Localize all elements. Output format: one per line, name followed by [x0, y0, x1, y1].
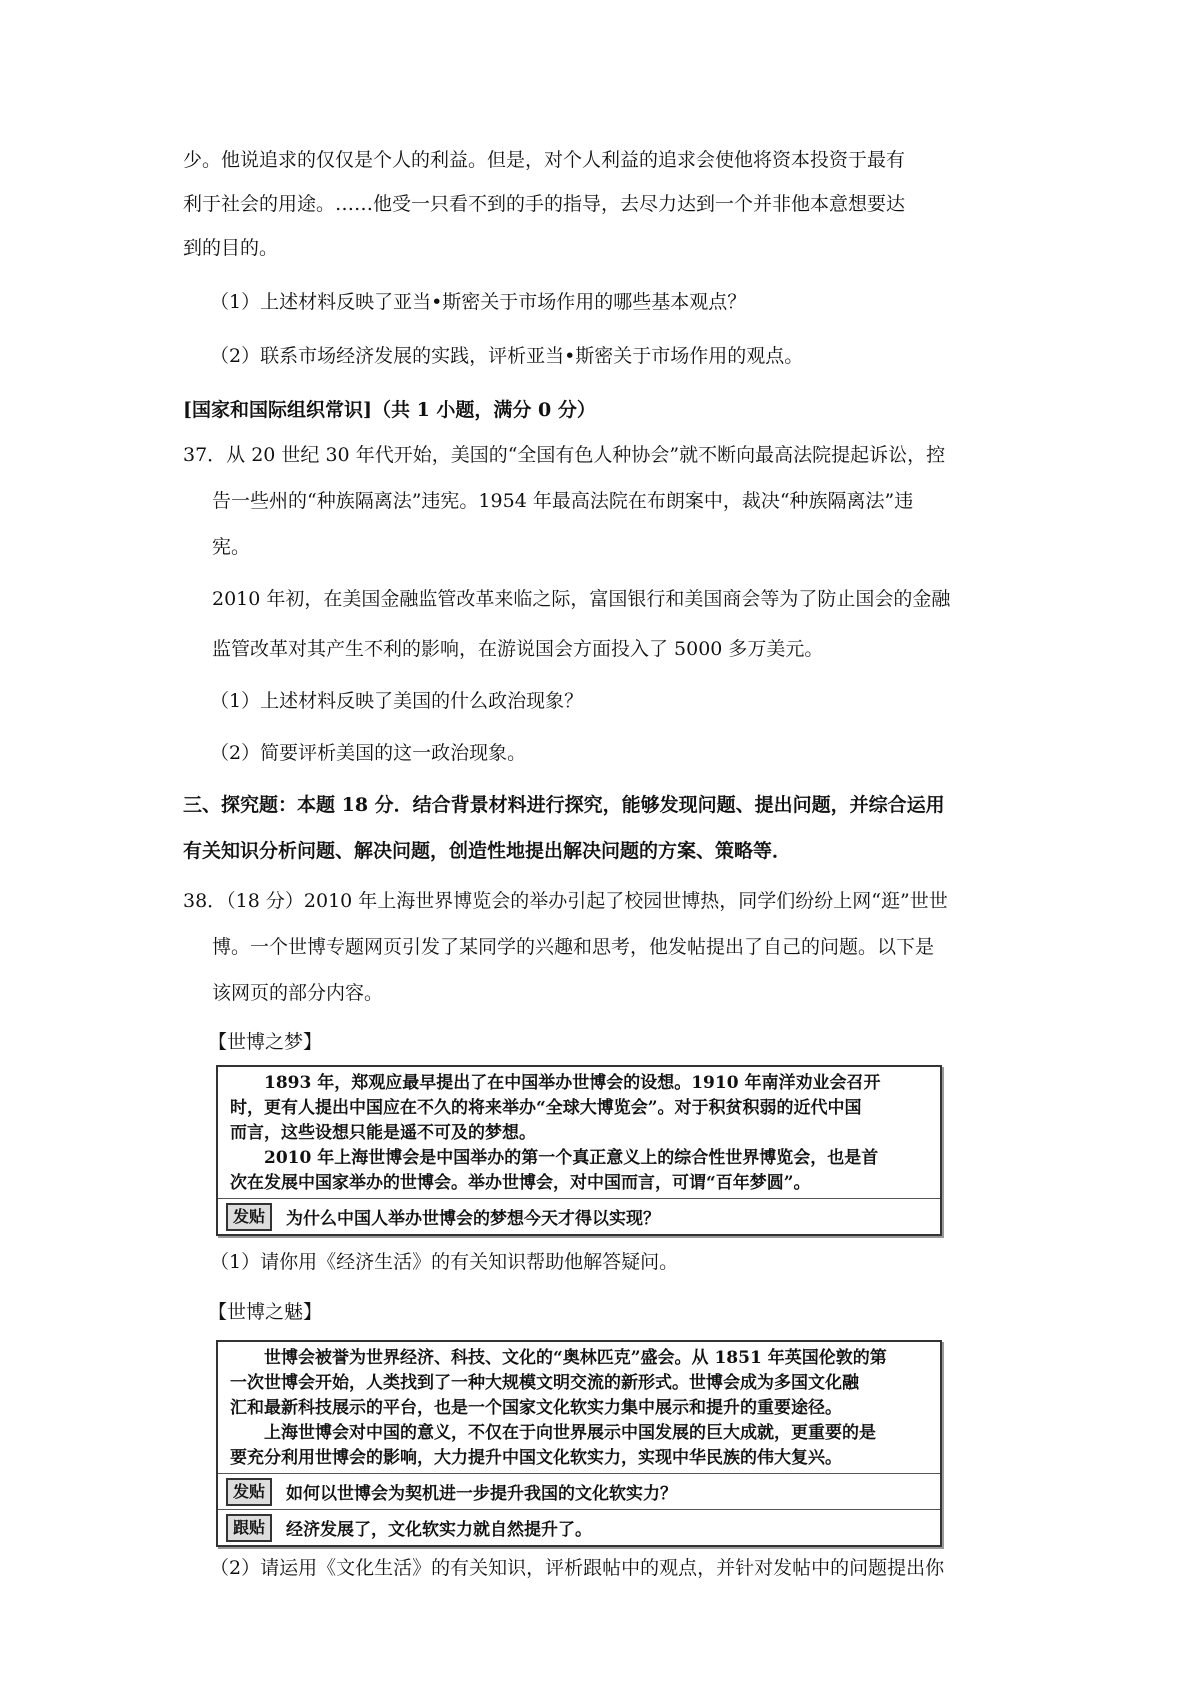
post-tag: 发贴: [226, 1203, 272, 1231]
question-line: （2）简要评析美国的这一政治现象。: [210, 742, 527, 764]
charm-post-row: [218, 1474, 940, 1510]
q38-line: 该网页的部分内容。: [212, 982, 384, 1004]
q37-line: 2010 年初，在美国金融监管改革来临之际，富国银行和美国商会等为了防止国会的金融: [212, 588, 951, 610]
text-line: 少。他说追求的仅仅是个人的利益。但是，对个人利益的追求会使他将资本投资于最有: [183, 149, 906, 171]
question-line: （1）请你用《经济生活》的有关知识帮助他解答疑问。: [210, 1251, 679, 1273]
post-tag: 发贴: [226, 1478, 272, 1506]
question-line: （1）上述材料反映了亚当•斯密关于市场作用的哪些基本观点？: [210, 291, 747, 313]
text-line: 利于社会的用途。……他受一只看不到的手的指导，去尽力达到一个并非他本意想要达: [183, 193, 906, 215]
reply-tag: 跟贴: [226, 1514, 272, 1542]
question-line: （2）请运用《文化生活》的有关知识，评析跟帖中的观点，并针对发帖中的问题提出你: [210, 1557, 945, 1579]
section-heading: [国家和国际组织常识]（共 1 小题，满分 0 分）: [183, 399, 596, 421]
section-title-charm: 【世博之魅】: [208, 1301, 323, 1323]
section-title-dream: 【世博之梦】: [208, 1031, 323, 1053]
charm-reply-row: [218, 1510, 940, 1545]
q38-line: 博。一个世博专题网页引发了某同学的兴趣和思考，他发帖提出了自己的问题。以下是: [212, 936, 935, 958]
charm-box: [216, 1340, 942, 1547]
text-line: 到的目的。: [183, 237, 279, 259]
q37-line: 告一些州的“种族隔离法”违宪。1954 年最高法院在布朗案中，裁决“种族隔离法”违: [212, 490, 914, 512]
q37-line: 37．从 20 世纪 30 年代开始，美国的“全国有色人种协会”就不断向最高法院提起诉讼，控: [183, 444, 946, 466]
part-heading: 有关知识分析问题、解决问题，创造性地提出解决问题的方案、策略等．: [183, 840, 792, 862]
q37-line: 监管改革对其产生不利的影响，在游说国会方面投入了 5000 多万美元。: [212, 638, 824, 660]
dream-post-row: [218, 1199, 940, 1234]
post-text: 如何以世博会为契机进一步提升我国的文化软实力？: [286, 1484, 678, 1504]
part-heading: 三、探究题：本题 18 分．结合背景材料进行探究，能够发现问题、提出问题，并综合运用: [183, 794, 945, 816]
q38-line: 38．（18 分）2010 年上海世界博览会的举办引起了校园世博热，同学们纷纷上网“逛”世世: [183, 890, 948, 912]
charm-text: 世博会被誉为世界经济、科技、文化的“奥林匹克”盛会。从 1851 年英国伦敦的第 一次世博会开始，人类找到了一种大规模文明交流的新形式。世博会成为多国文化融 汇和最新科技展示的平台，也是一个国家文化软实力集中展示和提升的重要途径。 上海世博会对中国的意义，不仅在于向世界展示中国发展的巨大成就，更重要的是 要充分利用世博会的影响，大力提升中国文化软实力，实现中华民族的伟大复兴。: [218, 1342, 940, 1474]
post-text: 为什么中国人举办世博会的梦想今天才得以实现？: [286, 1209, 661, 1229]
question-line: （2）联系市场经济发展的实践，评析亚当•斯密关于市场作用的观点。: [210, 345, 804, 367]
dream-box: [216, 1065, 942, 1236]
question-line: （1）上述材料反映了美国的什么政治现象？: [210, 690, 584, 712]
q37-line: 宪。: [212, 536, 251, 558]
dream-text: 1893 年，郑观应最早提出了在中国举办世博会的设想。1910 年南洋劝业会召开 时，更有人提出中国应在不久的将来举办“全球大博览会”。对于积贫积弱的近代中国 而言，这些设想只能是遥不可及的梦想。 2010 年上海世博会是中国举办的第一个真正意义上的综合性世界博览会，也是首 次在发展中国家举办的世博会。举办世博会，对中国而言，可谓“百年梦圆”。: [218, 1067, 940, 1199]
reply-text: 经济发展了，文化软实力就自然提升了。: [286, 1520, 593, 1540]
